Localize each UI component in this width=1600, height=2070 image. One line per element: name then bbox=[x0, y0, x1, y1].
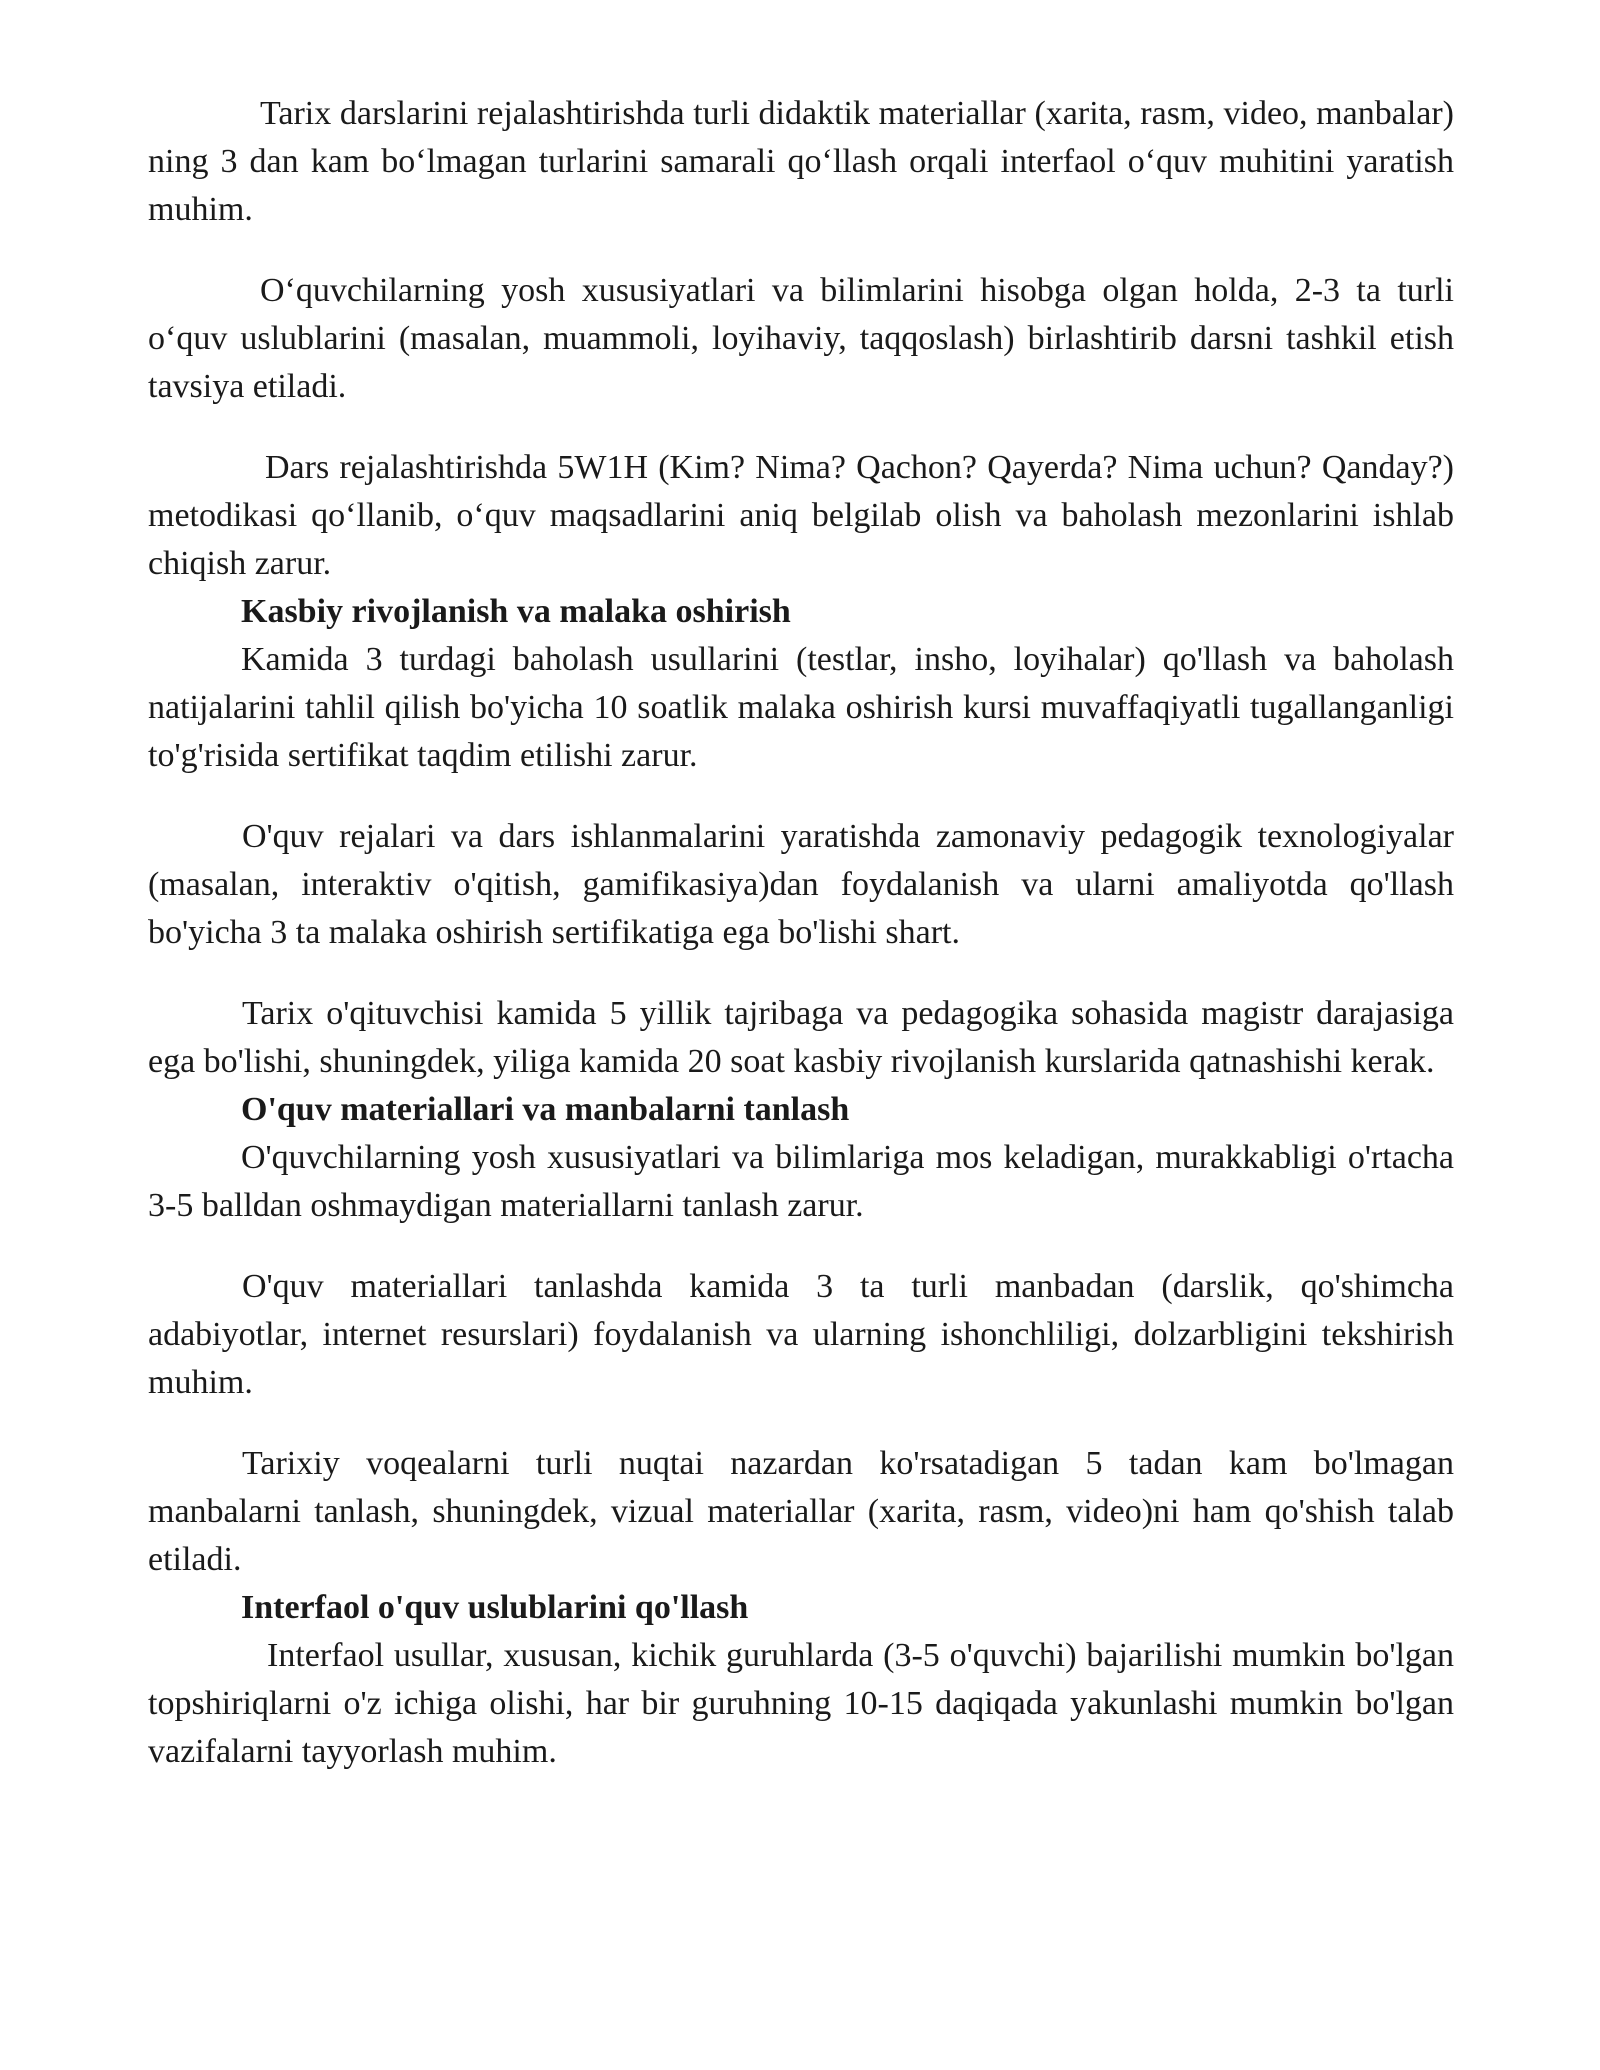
section-heading-professional-development: Kasbiy rivojlanish va malaka oshirish bbox=[241, 593, 791, 630]
paragraph-5w1h-method: Dars rejalashtirishda 5W1H (Kim? Nima? Qachon? Qayerda? Nima uchun? Qanday?) metodikasi qo‘llanib, o‘quv maqsadlarini aniq belgilab olish va baholash mezonlarini ishlab chiqish zarur. bbox=[148, 449, 1454, 582]
paragraph-didactic-materials: Tarix darslarini rejalashtirishda turli didaktik materiallar (xarita, rasm, video, manbalar) ning 3 dan kam bo‘lmagan turlarini samarali qo‘llash orqali interfaol o‘quv muhitini yaratish muhim. bbox=[148, 95, 1454, 228]
document-page bbox=[148, 90, 1454, 1776]
section-heading-materials-selection: O'quv materiallari va manbalarni tanlash bbox=[241, 1091, 850, 1128]
paragraph-group-tasks: Interfaol usullar, xususan, kichik guruhlarda (3-5 o'quvchi) bajarilishi mumkin bo'lgan topshiriqlarni o'z ichiga olishi, har bir guruhning 10-15 daqiqada yakunlashi mumkin bo'lgan vazifalarni tayyorlash muhim. bbox=[148, 1637, 1454, 1770]
paragraph-material-sources: O'quv materiallari tanlashda kamida 3 ta turli manbadan (darslik, qo'shimcha adabiyotlar, internet resurslari) foydalanish va ularning ishonchliligi, dolzarbligini tekshirish muhim. bbox=[148, 1268, 1454, 1401]
paragraph-historical-sources: Tarixiy voqealarni turli nuqtai nazardan ko'rsatadigan 5 tadan kam bo'lmagan manbalarni tanlash, shuningdek, vizual materiallar (xarita, rasm, video)ni ham qo'shish talab etiladi. bbox=[148, 1445, 1454, 1578]
paragraph-teacher-experience: Tarix o'qituvchisi kamida 5 yillik tajribaga va pedagogika sohasida magistr darajasiga ega bo'lishi, shuningdek, yiliga kamida 20 soat kasbiy rivojlanish kurslarida qatnashishi kerak. bbox=[148, 995, 1454, 1080]
section-heading-interactive-methods: Interfaol o'quv uslublarini qo'llash bbox=[241, 1589, 749, 1626]
paragraph-material-complexity: O'quvchilarning yosh xususiyatlari va bilimlariga mos keladigan, murakkabligi o'rtacha 3-5 balldan oshmaydigan materiallarni tanlash zarur. bbox=[148, 1139, 1454, 1224]
paragraph-assessment-course: Kamida 3 turdagi baholash usullarini (testlar, insho, loyihalar) qo'llash va baholash natijalarini tahlil qilish bo'yicha 10 soatlik malaka oshirish kursi muvaffaqiyatli tugallanganligi to'g'risida sertifikat taqdim etilishi zarur. bbox=[148, 641, 1454, 774]
paragraph-learning-styles: O‘quvchilarning yosh xususiyatlari va bilimlarini hisobga olgan holda, 2-3 ta turli o‘quv uslublarini (masalan, muammoli, loyihaviy, taqqoslash) birlashtirib darsni tashkil etish tavsiya etiladi. bbox=[148, 272, 1454, 405]
paragraph-pedagogical-technologies: O'quv rejalari va dars ishlanmalarini yaratishda zamonaviy pedagogik texnologiyalar (masalan, interaktiv o'qitish, gamifikasiya)dan foydalanish va ularni amaliyotda qo'llash bo'yicha 3 ta malaka oshirish sertifikatiga ega bo'lishi shart. bbox=[148, 818, 1454, 951]
